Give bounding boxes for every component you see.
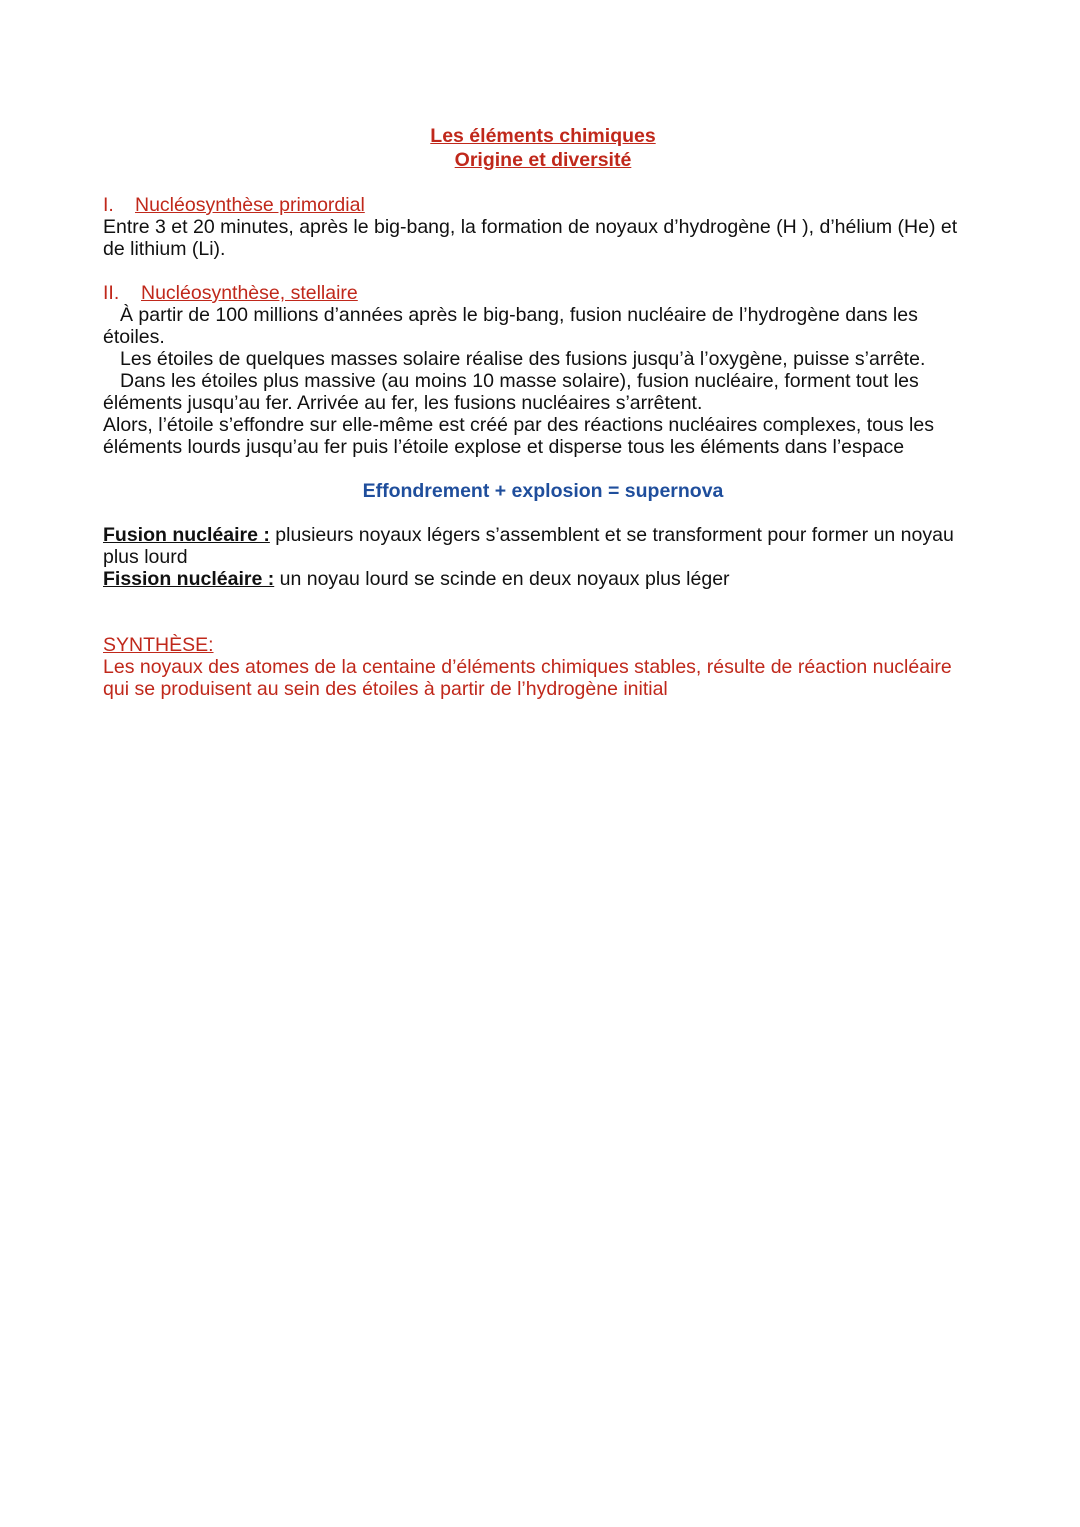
section2-paragraph-3-text: Dans les étoiles plus massive (au moins 10 masse solaire), fusion nucléaire, forment tout les éléments jusqu’au fer. Arrivée au fer, les fusions nucléaires s’arrêtent. bbox=[103, 370, 919, 414]
document-title: Les éléments chimiques bbox=[430, 125, 656, 147]
section2-paragraph-1 bbox=[103, 304, 983, 348]
section1-heading-text: Nucléosynthèse primordial bbox=[135, 194, 365, 216]
section2-paragraph-2-text: Les étoiles de quelques masses solaire réalise des fusions jusqu’à l’oxygène, puisse s’arrête. bbox=[120, 348, 926, 370]
section2-number: II. bbox=[103, 282, 120, 304]
section2-paragraph-4: Alors, l’étoile s’effondre sur elle-même est créé par des réactions nucléaires complexes, tous les éléments lourds jusqu’au fer puis l’étoile explose et disperse tous les éléments dans l’espace bbox=[103, 414, 934, 458]
section2-paragraph-2 bbox=[103, 348, 983, 370]
supernova-highlight: Effondrement + explosion = supernova bbox=[362, 480, 724, 502]
spacer bbox=[103, 172, 983, 194]
definition-fusion-text: plusieurs noyaux légers s’assemblent et se transforment pour former un noyau plus lourd bbox=[103, 524, 954, 568]
document-subtitle: Origine et diversité bbox=[454, 149, 632, 171]
synthese-text: Les noyaux des atomes de la centaine d’éléments chimiques stables, résulte de réaction nucléaire qui se produisent au sein des étoiles à partir de l’hydrogène initial bbox=[103, 656, 952, 700]
synthese-title: SYNTHÈSE: bbox=[103, 634, 214, 656]
section2-heading bbox=[103, 282, 983, 304]
section2-heading-text: Nucléosynthèse, stellaire bbox=[141, 282, 358, 304]
section1-heading bbox=[103, 194, 983, 216]
spacer bbox=[103, 260, 983, 282]
definition-fusion-term: Fusion nucléaire : bbox=[103, 524, 270, 546]
spacer bbox=[103, 590, 983, 612]
document-page bbox=[103, 124, 983, 700]
definition-fission-term: Fission nucléaire : bbox=[103, 568, 275, 590]
spacer bbox=[103, 458, 983, 480]
definition-fission bbox=[103, 568, 983, 590]
section1-text: Entre 3 et 20 minutes, après le big-bang, la formation de noyaux d’hydrogène (H ), d’hélium (He) et de lithium (Li). bbox=[103, 216, 958, 260]
spacer bbox=[103, 612, 983, 634]
spacer bbox=[103, 502, 983, 524]
definition-fusion bbox=[103, 524, 983, 568]
section2-paragraph-1-text: À partir de 100 millions d’années après le big-bang, fusion nucléaire de l’hydrogène dans les étoiles. bbox=[103, 304, 918, 348]
section1-number: I. bbox=[103, 194, 114, 216]
section2-paragraph-3 bbox=[103, 370, 983, 414]
definition-fission-text: un noyau lourd se scinde en deux noyaux plus léger bbox=[274, 568, 730, 590]
